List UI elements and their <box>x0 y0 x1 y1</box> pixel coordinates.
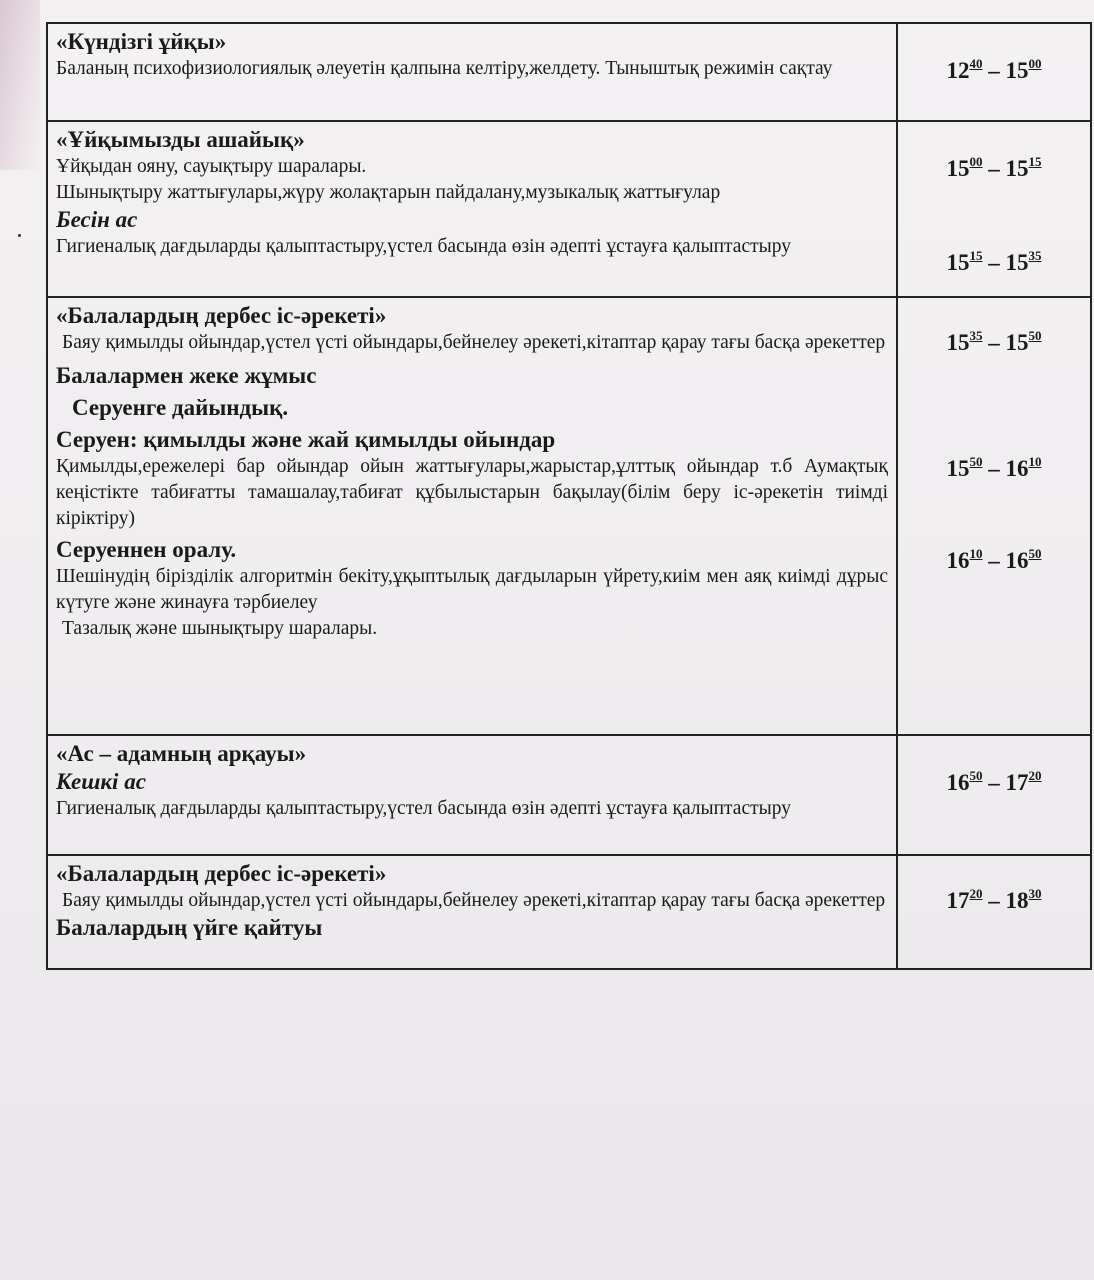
page-corner-shadow <box>0 0 40 170</box>
time-range: $15^{15} - 15^{35}$ <box>946 248 1042 275</box>
table-row <box>47 121 1091 297</box>
row-text: Тазалық және шынықтыру шаралары. <box>62 618 378 639</box>
table-row <box>47 23 1091 121</box>
row-text: Шешінудің бірізділік алгоритмін бекіту,ұқыптылық дағдыларын үйрету,киім мен аяқ киімді дұрыс күтуге және жинауға тәрбиелеу <box>56 566 888 613</box>
row-text: Қимылды,ережелері бар ойындар ойын жаттығулары,жарыстар,ұлттық ойындар т.б Аумақтық кеңістікте табиғатты тамашалау,табиғат құбылыстарын бақылау(білім беру іс-әрекетін тиімді кіріктіру) <box>56 456 888 529</box>
row-subheading: Серуен: қимылды және жай қимылды ойындар <box>56 427 556 452</box>
activity-cell <box>47 855 897 969</box>
table-row <box>47 297 1091 735</box>
row-text: Ұйқыдан ояну, сауықтыру шаралары. <box>56 156 367 177</box>
activity-cell <box>47 23 897 121</box>
row-heading: «Балалардың дербес іс-әрекеті» <box>56 861 387 886</box>
time-range: $15^{50} - 16^{10}$ <box>946 454 1042 481</box>
row-subheading: Серуеннен оралу. <box>56 537 237 562</box>
row-text: Гигиеналық дағдыларды қалыптастыру,үстел басында өзін әдепті ұстауға қалыптастыру <box>56 236 791 257</box>
activity-cell <box>47 121 897 297</box>
time-range: $12^{40} - 15^{00}$ <box>946 56 1042 83</box>
time-range: $16^{10} - 16^{50}$ <box>946 546 1042 573</box>
activity-cell <box>47 735 897 855</box>
table-row <box>47 855 1091 969</box>
time-cell <box>897 23 1091 121</box>
time-cell <box>897 855 1091 969</box>
row-text: Шынықтыру жаттығулары,жүру жолақтарын пайдалану,музыкалық жаттығулар <box>56 182 721 203</box>
row-text: Баяу қимылды ойындар,үстел үсті ойындары,бейнелеу әрекеті,кітаптар қарау тағы басқа әрекеттер <box>62 332 886 353</box>
row-heading: «Күндізгі ұйқы» <box>56 29 227 54</box>
row-heading: «Балалардың дербес іс-әрекеті» <box>56 303 387 328</box>
time-cell <box>897 121 1091 297</box>
row-subheading: Бесін ас <box>56 207 138 232</box>
row-text: Гигиеналық дағдыларды қалыптастыру,үстел басында өзін әдепті ұстауға қалыптастыру <box>56 798 791 819</box>
row-heading: «Ас – адамның арқауы» <box>56 741 307 766</box>
speck <box>18 234 21 237</box>
time-range: $15^{00} - 15^{15}$ <box>946 154 1042 181</box>
time-cell <box>897 297 1091 735</box>
daily-schedule-table <box>46 22 1092 970</box>
row-subheading: Кешкі ас <box>56 769 146 794</box>
row-subheading: Балалармен жеке жұмыс <box>56 363 317 388</box>
time-range: $16^{50} - 17^{20}$ <box>946 768 1042 795</box>
row-text: Баяу қимылды ойындар,үстел үсті ойындары,бейнелеу әрекеті,кітаптар қарау тағы басқа әрекеттер <box>62 890 886 911</box>
time-range: $17^{20} - 18^{30}$ <box>946 886 1042 913</box>
row-heading: «Ұйқымызды ашайық» <box>56 127 305 152</box>
row-text: Баланың психофизиологиялық әлеуетін қалпына келтіру,желдету. Тыныштық режимін сақтау <box>56 58 833 79</box>
time-range: $15^{35} - 15^{50}$ <box>946 328 1042 355</box>
activity-cell <box>47 297 897 735</box>
row-subheading: Серуенге дайындық. <box>72 395 289 420</box>
table-row <box>47 735 1091 855</box>
row-footer: Балалардың үйге қайтуы <box>56 915 323 940</box>
time-cell <box>897 735 1091 855</box>
